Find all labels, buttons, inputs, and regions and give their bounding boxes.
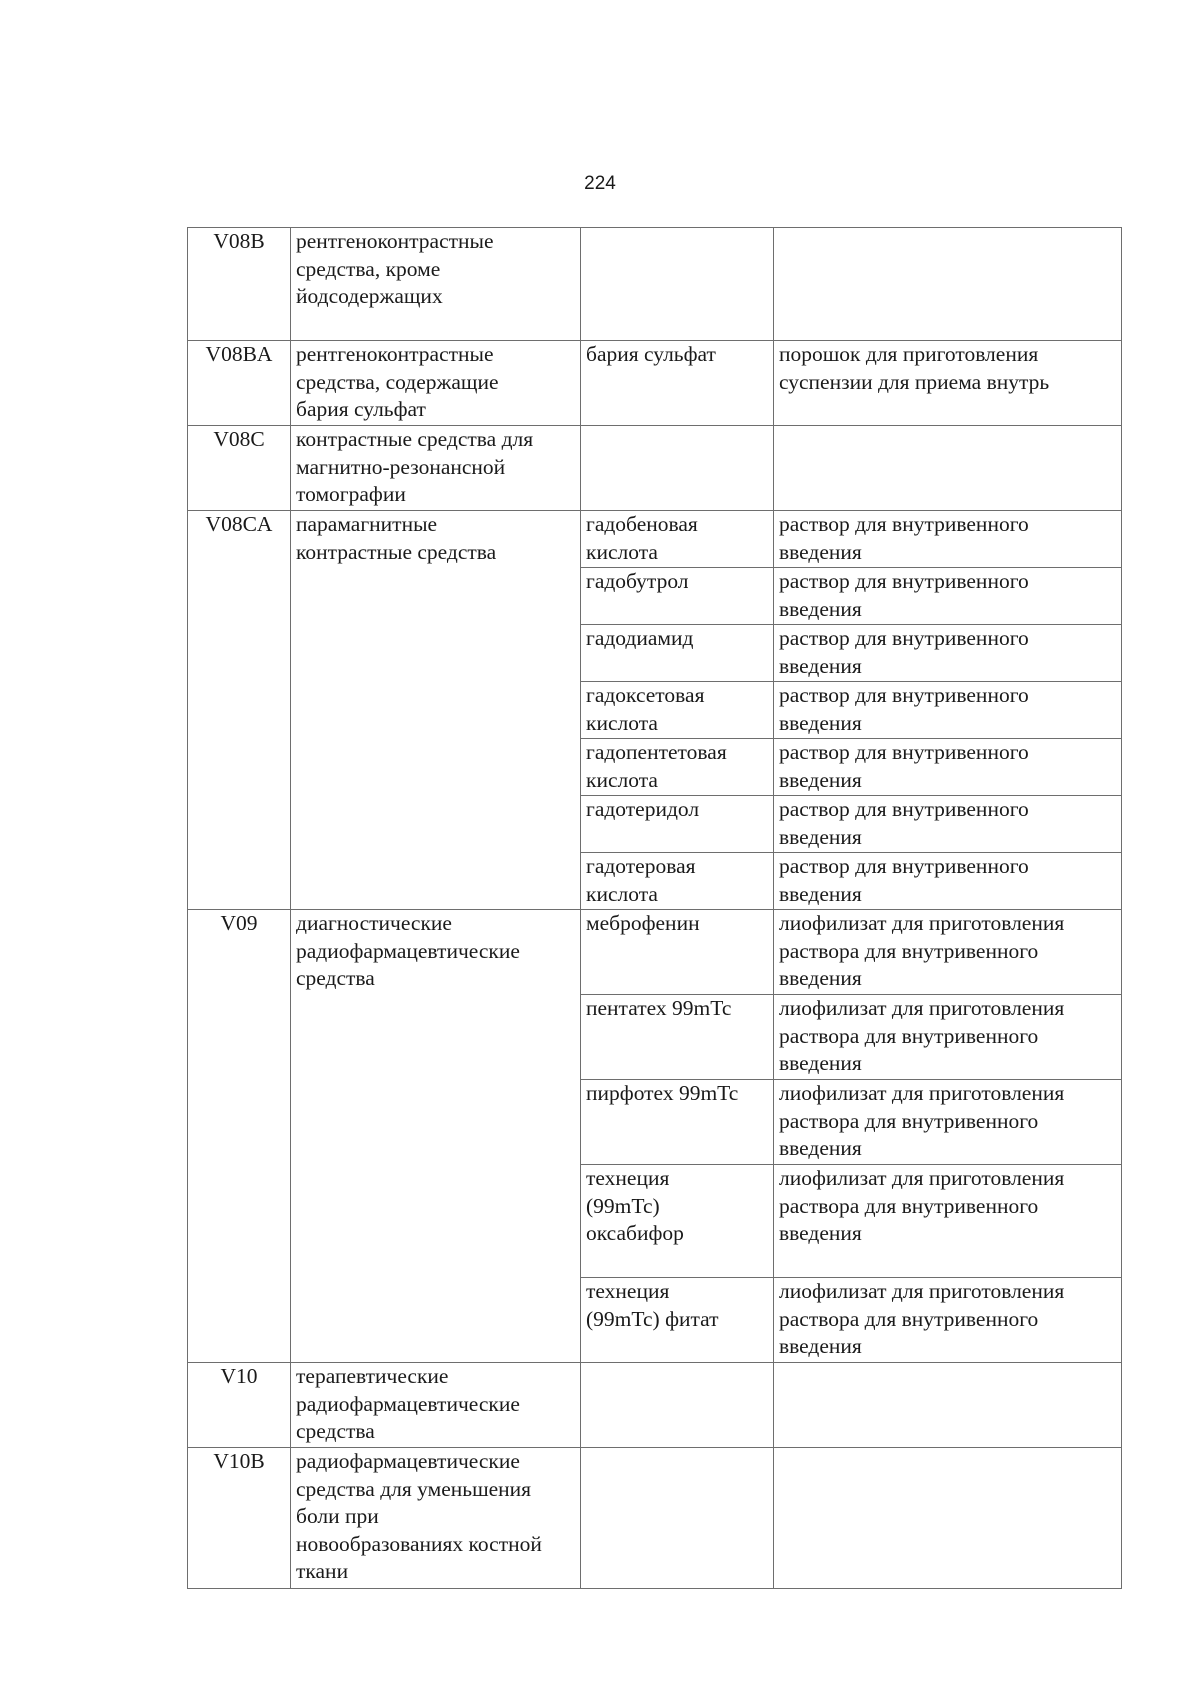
drug-name-cell: технеция (99mTc) фитат xyxy=(581,1278,774,1363)
drug-name-cell: технеция (99mTc) оксабифор xyxy=(581,1165,774,1278)
drug-name-cell: бария сульфат xyxy=(581,341,774,426)
group-name-cell: парамагнитные контрастные средства xyxy=(291,511,581,910)
dosage-form-cell: лиофилизат для приготовления раствора для внутривенного введения xyxy=(774,995,1122,1080)
dosage-form-cell xyxy=(774,1363,1122,1448)
drug-name-cell: гадоксетовая кислота xyxy=(581,682,774,739)
atc-code-cell: V08C xyxy=(188,426,291,511)
atc-code-cell: V09 xyxy=(188,910,291,1363)
table-row xyxy=(188,341,1122,426)
group-name-cell: радиофармацевтические средства для уменьшения боли при новообразованиях костной ткани xyxy=(291,1448,581,1589)
dosage-form-cell xyxy=(774,426,1122,511)
table-row xyxy=(188,426,1122,511)
atc-code-cell: V08B xyxy=(188,228,291,341)
group-name-cell: рентгеноконтрастные средства, кроме йодсодержащих xyxy=(291,228,581,341)
atc-code-cell: V10B xyxy=(188,1448,291,1589)
table-row xyxy=(188,511,1122,568)
dosage-form-cell: раствор для внутривенного введения xyxy=(774,568,1122,625)
page-number: 224 xyxy=(584,173,616,194)
dosage-form-cell: раствор для внутривенного введения xyxy=(774,796,1122,853)
dosage-form-cell: лиофилизат для приготовления раствора для внутривенного введения xyxy=(774,1278,1122,1363)
drug-name-cell xyxy=(581,228,774,341)
drug-name-cell: гадобеновая кислота xyxy=(581,511,774,568)
dosage-form-cell: раствор для внутривенного введения xyxy=(774,625,1122,682)
drug-name-cell: гадопентетовая кислота xyxy=(581,739,774,796)
table-row xyxy=(188,910,1122,995)
dosage-form-cell: лиофилизат для приготовления раствора для внутривенного введения xyxy=(774,1080,1122,1165)
group-name-cell: диагностические радиофармацевтические средства xyxy=(291,910,581,1363)
table-row xyxy=(188,1448,1122,1589)
group-name-cell: терапевтические радиофармацевтические средства xyxy=(291,1363,581,1448)
drug-classification-table xyxy=(187,227,1122,1589)
drug-name-cell xyxy=(581,1363,774,1448)
group-name-cell: рентгеноконтрастные средства, содержащие бария сульфат xyxy=(291,341,581,426)
table-row xyxy=(188,1363,1122,1448)
drug-name-cell: гадотеровая кислота xyxy=(581,853,774,910)
table-row xyxy=(188,228,1122,341)
atc-code-cell: V08CA xyxy=(188,511,291,910)
dosage-form-cell: раствор для внутривенного введения xyxy=(774,511,1122,568)
dosage-form-cell: раствор для внутривенного введения xyxy=(774,853,1122,910)
dosage-form-cell: лиофилизат для приготовления раствора для внутривенного введения xyxy=(774,910,1122,995)
drug-name-cell: гадотеридол xyxy=(581,796,774,853)
drug-name-cell: меброфенин xyxy=(581,910,774,995)
dosage-form-cell: порошок для приготовления суспензии для приема внутрь xyxy=(774,341,1122,426)
drug-name-cell xyxy=(581,1448,774,1589)
dosage-form-cell: раствор для внутривенного введения xyxy=(774,739,1122,796)
dosage-form-cell xyxy=(774,1448,1122,1589)
dosage-form-cell xyxy=(774,228,1122,341)
dosage-form-cell: лиофилизат для приготовления раствора для внутривенного введения xyxy=(774,1165,1122,1278)
atc-code-cell: V08BA xyxy=(188,341,291,426)
dosage-form-cell: раствор для внутривенного введения xyxy=(774,682,1122,739)
drug-name-cell: пирфотех 99mTc xyxy=(581,1080,774,1165)
drug-name-cell xyxy=(581,426,774,511)
drug-name-cell: гадобутрол xyxy=(581,568,774,625)
atc-code-cell: V10 xyxy=(188,1363,291,1448)
drug-name-cell: пентатех 99mTc xyxy=(581,995,774,1080)
group-name-cell: контрастные средства для магнитно-резонансной томографии xyxy=(291,426,581,511)
drug-name-cell: гадодиамид xyxy=(581,625,774,682)
